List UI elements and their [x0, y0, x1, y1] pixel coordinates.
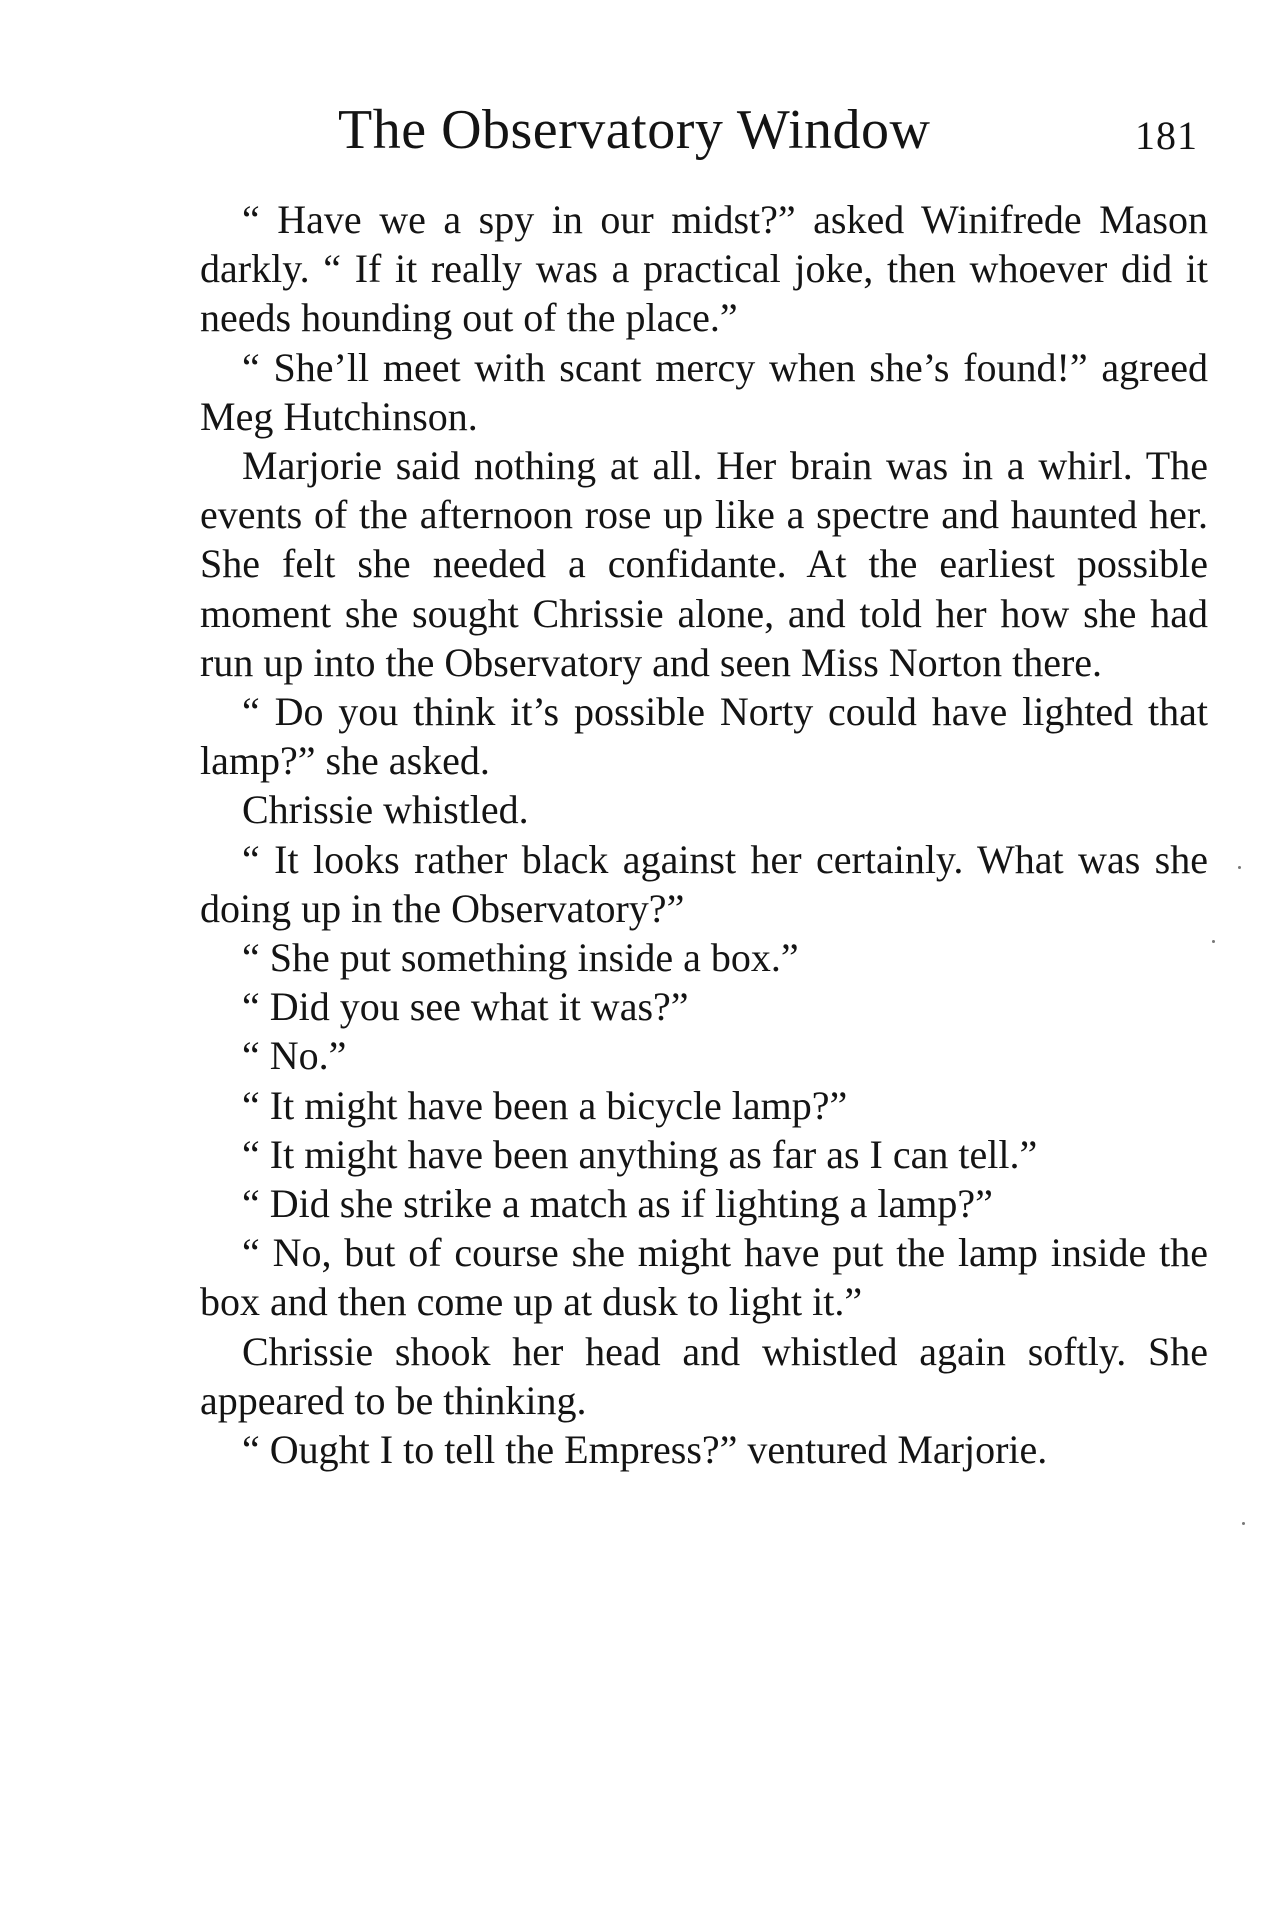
paragraph: “ Ought I to tell the Empress?” ventured Marjorie.: [242, 1427, 1048, 1473]
chapter-title: The Observatory Window: [338, 99, 931, 161]
paragraph: “ Have we a spy in our midst?” asked Winifrede Mason darkly. “ If it really was a practical joke, then whoever did it needs hounding out of the place.”: [200, 197, 1208, 341]
scan-speck: [1238, 866, 1241, 869]
paragraph: Chrissie shook her head and whistled again softly. She appeared to be thinking.: [200, 1328, 1208, 1423]
paragraph: Chrissie whistled.: [242, 787, 529, 833]
scan-speck: [1242, 1522, 1245, 1525]
paragraph: “ It might have been anything as far as I can tell.”: [242, 1131, 1038, 1177]
paragraph: “ She’ll meet with scant mercy when she’s found!” agreed Meg Hutchinson.: [200, 344, 1208, 439]
paragraph: Marjorie said nothing at all. Her brain was in a whirl. The events of the afternoon rose up like a spectre and haunted her. She felt she needed a confidante. At the earliest possible moment she sought Chrissie alone, and told her how she had run up into the Observatory and seen Miss Norton there.: [200, 443, 1208, 685]
body-text: [200, 195, 1208, 1474]
paragraph: “ Did she strike a match as if lighting a lamp?”: [242, 1181, 993, 1227]
paragraph: “ No.”: [242, 1033, 347, 1079]
paragraph: “ No, but of course she might have put the lamp inside the box and then come up at dusk to light it.”: [200, 1230, 1208, 1325]
paragraph: “ Did you see what it was?”: [242, 984, 689, 1030]
paragraph: “ It might have been a bicycle lamp?”: [242, 1082, 848, 1128]
page-number: 181: [1135, 113, 1198, 158]
scan-speck: [1212, 940, 1215, 943]
paragraph: “ She put something inside a box.”: [242, 935, 799, 981]
paragraph: “ Do you think it’s possible Norty could have lighted that lamp?” she asked.: [200, 689, 1208, 784]
running-head: [200, 95, 1210, 165]
paragraph: “ It looks rather black against her certainly. What was she doing up in the Observatory?”: [200, 836, 1208, 931]
